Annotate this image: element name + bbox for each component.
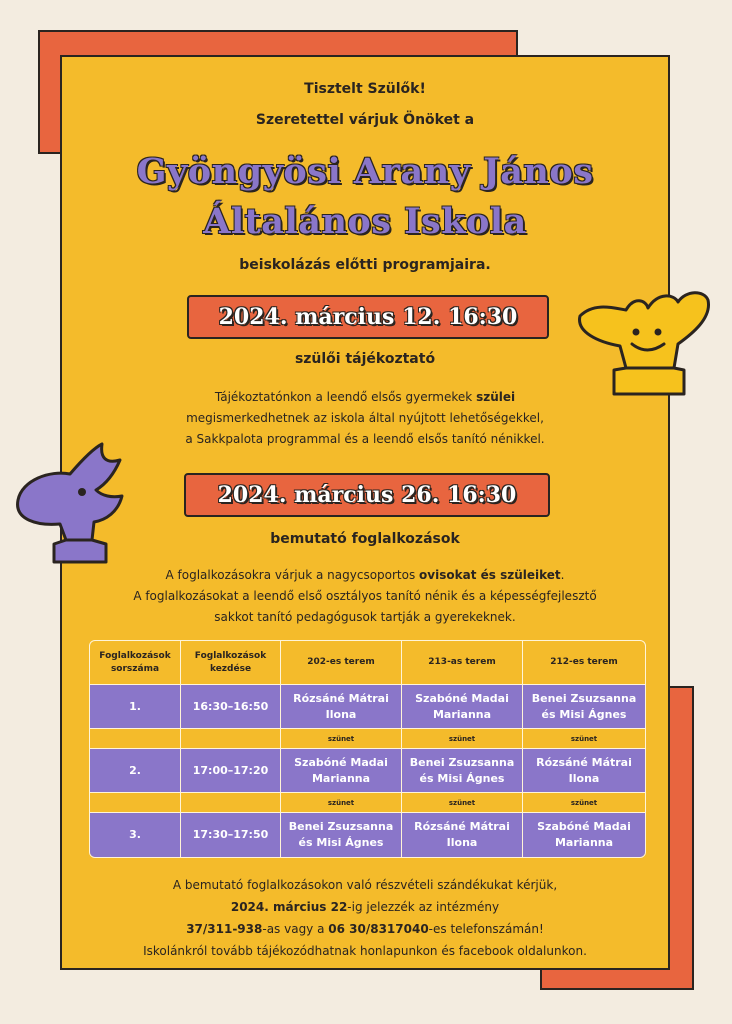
break-empty (90, 729, 181, 749)
break-empty (181, 793, 281, 813)
invite-line: Szeretettel várjuk Önöket a (255, 112, 475, 128)
event1-description (82, 387, 648, 450)
table-row (90, 685, 645, 729)
break-label: szünet (281, 729, 402, 749)
slot-time: 17:00–17:20 (181, 749, 281, 793)
event2-text-3: sakkot tanító pedagógusok tartják a gyerekeknek. (214, 610, 516, 624)
event2-text-bold: ovisokat és szüleiket (419, 568, 561, 582)
room-213-teacher: Szabóné Madai Marianna (402, 685, 523, 729)
slot-number: 3. (90, 813, 181, 857)
room-202-teacher: Rózsáné Mátrai Ilona (281, 685, 402, 729)
smiling-yellow-mascot-icon (574, 286, 714, 401)
table-row (90, 813, 645, 857)
school-name-line1: Gyöngyösi Arany János (136, 151, 594, 192)
purple-creature-mascot-icon (10, 440, 130, 570)
room-212-teacher: Szabóné Madai Marianna (523, 813, 645, 857)
footer-line-3-mid: -as vagy a (262, 922, 329, 936)
slot-number: 2. (90, 749, 181, 793)
event2-text-1: A foglalkozásokra várjuk a nagycsoportos (165, 568, 420, 582)
break-label: szünet (281, 793, 402, 813)
event1-text-3: a Sakkpalota programmal és a leendő elsős tanító nénikkel. (185, 432, 545, 446)
event1-text-1: Tájékoztatónkon a leendő elsős gyermekek (214, 390, 477, 404)
header-cell: 202-es terem (281, 641, 402, 685)
deadline-date: 2024. március 22 (230, 900, 348, 914)
break-row (90, 729, 645, 749)
break-label: szünet (402, 793, 523, 813)
event1-date: 2024. március 12. 16:30 (187, 295, 549, 339)
break-label: szünet (523, 793, 645, 813)
room-213-teacher: Rózsáné Mátrai Ilona (402, 813, 523, 857)
break-empty (90, 793, 181, 813)
event1-text-2: megismerkedhetnek az iskola által nyújtott lehetőségekkel, (186, 411, 544, 425)
break-row (90, 793, 645, 813)
phone-number-2: 06 30/8317040 (328, 922, 429, 936)
room-213-teacher: Benei Zsuzsanna és Misi Ágnes (402, 749, 523, 793)
header-cell: 213-as terem (402, 641, 523, 685)
room-212-teacher: Rózsáné Mátrai Ilona (523, 749, 645, 793)
footer-line-4: Iskolánkról tovább tájékozódhatnak honlapunkon és facebook oldalunkon. (143, 944, 587, 958)
subtitle: beiskolázás előtti programjaira. (239, 257, 491, 273)
header-cell: 212-es terem (523, 641, 645, 685)
school-name-line2: Általános Iskola (203, 201, 527, 242)
slot-time: 17:30–17:50 (181, 813, 281, 857)
header-cell: Foglalkozások kezdése (181, 641, 281, 685)
break-label: szünet (523, 729, 645, 749)
room-202-teacher: Benei Zsuzsanna és Misi Ágnes (281, 813, 402, 857)
event1-title: szülői tájékoztató (294, 351, 436, 367)
break-label: szünet (402, 729, 523, 749)
schedule-table (89, 640, 646, 858)
event2-text-2: A foglalkozásokat a leendő első osztályos tanító nénik és a képességfejlesztő (133, 589, 597, 603)
footer-line-1: A bemutató foglalkozásokon való részvételi szándékukat kérjük, (172, 878, 558, 892)
school-name (62, 147, 668, 247)
event1-text-bold: szülei (476, 390, 516, 404)
room-202-teacher: Szabóné Madai Marianna (281, 749, 402, 793)
table-row (90, 749, 645, 793)
break-empty (181, 729, 281, 749)
event2-description (82, 565, 648, 628)
room-212-teacher: Benei Zsuzsanna és Misi Ágnes (523, 685, 645, 729)
footer-line-2: -ig jelezzék az intézmény (347, 900, 500, 914)
event2-title: bemutató foglalkozások (270, 531, 460, 547)
event2-text-period: . (560, 568, 565, 582)
slot-time: 16:30–16:50 (181, 685, 281, 729)
schedule-header-row (90, 641, 645, 685)
event2-date: 2024. március 26. 16:30 (184, 473, 550, 517)
invitation-poster (60, 55, 670, 970)
greeting: Tisztelt Szülők! (304, 81, 426, 97)
footer-line-3-end: -es telefonszámán! (428, 922, 544, 936)
slot-number: 1. (90, 685, 181, 729)
phone-number-1: 37/311-938 (186, 922, 263, 936)
header-cell: Foglalkozások sorszáma (90, 641, 181, 685)
contact-info (72, 874, 658, 962)
